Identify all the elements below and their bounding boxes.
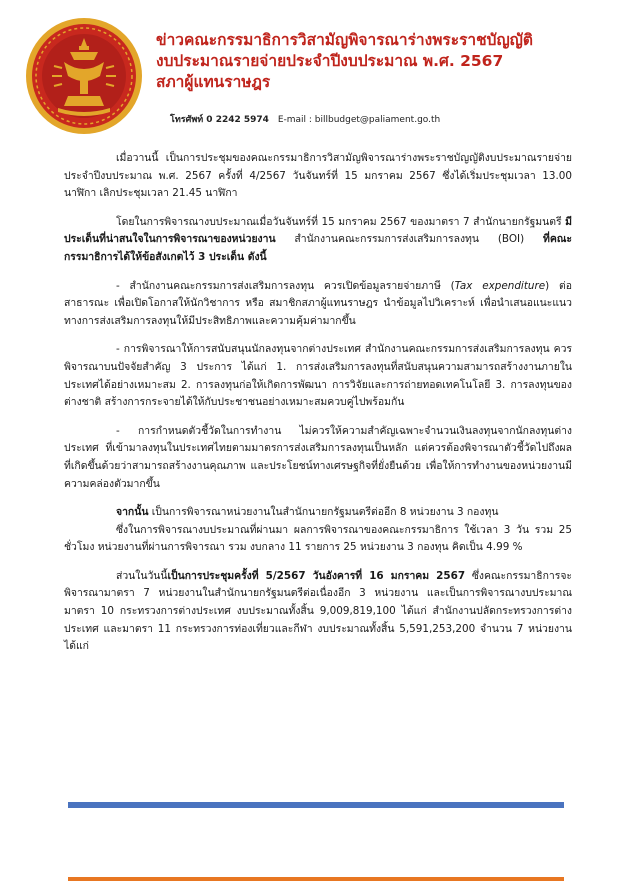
contact-line (170, 112, 440, 126)
divider-blue (68, 802, 564, 808)
header-title-line2: งบประมาณรายจ่ายประจำปีงบประมาณ พ.ศ. 2567 (156, 52, 504, 70)
paragraph-point-indicators: - การกำหนดตัวชี้วัดในการทำงาน ไม่ควรให้ความสำคัญเฉพาะจำนวนเงินลงทุนจากนักลงทุนต่างประเทศ ที่เข้ามาลงทุนในประเทศไทยตามมาตรการส่งเสริมการลงทุนเป็นหลัก แต่ควรต้องพิจารณาตัวชี้วัดไปถึงผลที่เกิดขึ้นด้วยว่าสามารถสร้างงานคุณภาพ และประโยชน์ทางเศรษฐกิจที่ยั่งยืนด้วย เพื่อให้การทำงานของหน่วยงานมีความคล่องตัวมากขึ้น (64, 424, 572, 490)
paragraph-point-foreign-investors: - การพิจารณาให้การสนับสนุนนักลงทุนจากต่างประเทศ สำนักงานคณะกรรมการส่งเสริมการลงทุน ควรพิจารณาบนปัจจัยสำคัญ 3 ประการ ได้แก่ 1. การส่งเสริมการลงทุนที่สนับสนุนความสามารถสร้างงานภายในประเทศได้อย่างเหมาะสม 2. การลงทุนก่อให้เกิดการพัฒนา การวิจัยและการถ่ายทอดเทคโนโลยี 3. การลงทุนของต่างชาติ สร้างการกระจายได้ให้กับประชาชนอย่างเหมาะสมควบคู่ไปพร้อมกัน (64, 343, 572, 409)
parliament-seal-icon (24, 16, 144, 136)
paragraph-today-meeting: ส่วนในวันนี้เป็นการประชุมครั้งที่ 5/2567 วันอังคารที่ 16 มกราคม 2567 ซึ่งคณะกรรมาธิการจะพิจารณามาตรา 7 หน่วยงานในสำนักนายกรัฐมนตรีต่อเนื่องอีก 3 หน่วยงาน และเป็นการพิจารณางบประมาณ มาตรา 10 กระทรวงการต่างประเทศ งบประมาณทั้งสิ้น 9,009,819,100 ได้แก่ สำนักงานปลัดกระทรวงการต่างประเทศ และมาตรา 11 กระทรวงการท่องเที่ยวและกีฬา งบประมาณทั้งสิ้น 5,591,253,200 จำนวน 7 หน่วยงาน ได้แก่ (64, 569, 572, 653)
paragraph-budget-consideration: โดยในการพิจารณางบประมาณเมื่อวันจันทร์ที่ 15 มกราคม 2567 ของมาตรา 7 สำนักนายกรัฐมนตรี มีประเด็นที่น่าสนใจในการพิจารณาของหน่วยงาน สำนักงานคณะกรรมการส่งเสริมการลงทุน (BOI) ที่คณะกรรมาธิการได้ให้ข้อสังเกตไว้ 3 ประเด็น ดังนี้ (64, 215, 572, 263)
divider-orange (68, 877, 564, 881)
header-title-line1: ข่าวคณะกรรมาธิการวิสามัญพิจารณาร่างพระราชบัญญัติ (156, 31, 533, 49)
phone-number: โทรศัพท์ 0 2242 5974 (170, 115, 269, 125)
paragraph-next-agencies: จากนั้น เป็นการพิจารณาหน่วยงานในสำนักนายกรัฐมนตรีต่ออีก 8 หน่วยงาน 3 กองทุน (116, 506, 499, 519)
paragraph-previous-results: ซึ่งในการพิจารณางบประมาณที่ผ่านมา ผลการพิจารณาของคณะกรรมาธิการ ใช้เวลา 3 วัน รวม 25 ชั่วโมง หน่วยงานที่ผ่านการพิจารณา รวม งบกลาง 11 รายการ 25 หน่วยงาน 3 กองทุน คิดเป็น 4.99 % (64, 523, 572, 554)
paragraph-meeting-summary: เมื่อวานนี้ เป็นการประชุมของคณะกรรมาธิการวิสามัญพิจารณาร่างพระราชบัญญัติงบประมาณรายจ่ายประจำปีงบประมาณ พ.ศ. 2567 ครั้งที่ 4/2567 วันจันทร์ที่ 15 มกราคม 2567 ซึ่งได้เริ่มประชุมเวลา 13.00 นาฬิกา เลิกประชุมเวลา 21.45 นาฬิกา (64, 152, 572, 200)
email-address[interactable]: E-mail : billbudget@paliament.go.th (277, 115, 441, 125)
paragraph-point-tax-expenditure: - สำนักงานคณะกรรมการส่งเสริมการลงทุน ควรเปิดข้อมูลรายจ่ายภาษี (Tax expenditure) ต่อสาธารณะ เพื่อเปิดโอกาสให้นักวิชาการ หรือ สมาชิกสภาผู้แทนราษฎร นำข้อมูลไปวิเคราะห์ เพื่อนำเสนอแนะแนวทางการส่งเสริมการลงทุนให้มีประสิทธิภาพและความคุ้มค่ามากขึ้น (64, 279, 572, 327)
header-title-line3: สภาผู้แทนราษฎร (156, 73, 271, 91)
document-header (156, 30, 596, 93)
news-body (64, 150, 572, 667)
